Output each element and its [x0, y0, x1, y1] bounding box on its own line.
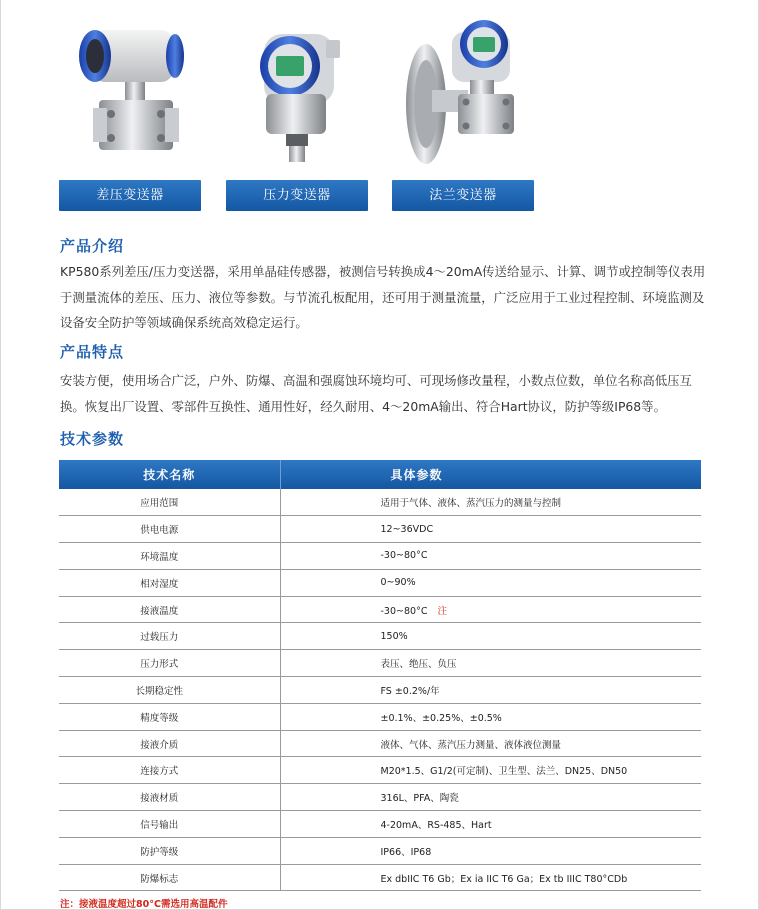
specs-title: 技术参数	[60, 430, 125, 448]
spec-value-text: -30~80°C	[380, 605, 428, 617]
spec-value-text: IP66、IP68	[380, 846, 432, 858]
spec-value-cell	[280, 703, 701, 730]
spec-value-text: 适用于气体、液体、蒸汽压力的测量与控制	[380, 498, 562, 510]
spec-value-cell	[280, 837, 701, 864]
table-row	[59, 837, 701, 864]
spec-value-cell	[280, 784, 701, 811]
spec-name-cell: 接液材质	[59, 784, 280, 811]
spec-table-header	[59, 460, 701, 489]
features-text: 安装方便，使用场合广泛，户外、防爆、高温和强腐蚀环境均可、可现场修改量程，小数点位数，单位名称高低压互换。恢复出厂设置、零部件互换性、通用性好，经久耐用、4～20mA输出、符合Hart协议，防护等级IP68等。	[60, 373, 692, 414]
product-label: 法兰变送器	[392, 180, 534, 211]
table-row	[59, 784, 701, 811]
spec-value-cell	[280, 489, 701, 516]
table-row	[59, 650, 701, 677]
table-row	[59, 864, 701, 891]
spec-value-text: Ex dbIIC T6 Gb；Ex ia IIC T6 Ga；Ex tb IIIC T80°CDb	[380, 873, 628, 885]
temperature-note: 注：接液温度超过80°C需选用高温配件	[60, 899, 228, 910]
spec-value-cell	[280, 650, 701, 677]
pressure-transmitter-image	[226, 10, 368, 170]
spec-value-cell	[280, 811, 701, 838]
spec-name-cell: 信号输出	[59, 811, 280, 838]
spec-name-cell: 环境温度	[59, 543, 280, 570]
product-label: 压力变送器	[226, 180, 368, 211]
column-header-name: 技术名称	[59, 460, 280, 489]
table-row	[59, 623, 701, 650]
spec-value-cell	[280, 543, 701, 570]
spec-value-cell	[280, 596, 701, 623]
spec-name-cell: 应用范围	[59, 489, 280, 516]
table-row	[59, 811, 701, 838]
column-header-value: 具体参数	[280, 460, 701, 489]
differential-transmitter-image	[59, 10, 201, 170]
spec-name-cell: 接液温度	[59, 596, 280, 623]
spec-value-cell	[280, 730, 701, 757]
spec-value-cell	[280, 516, 701, 543]
table-row	[59, 516, 701, 543]
spec-value-text: 12~36VDC	[380, 523, 434, 535]
spec-value-text: 150%	[380, 630, 408, 642]
spec-name-cell: 防爆标志	[59, 864, 280, 891]
spec-value-text: ±0.1%、±0.25%、±0.5%	[380, 712, 502, 724]
spec-value-text: 0~90%	[380, 577, 416, 589]
spec-value-text: M20*1.5、G1/2(可定制)、卫生型、法兰、DN25、DN50	[380, 766, 628, 778]
features-title: 产品特点	[60, 343, 125, 361]
spec-name-cell: 防护等级	[59, 837, 280, 864]
spec-value-cell	[280, 864, 701, 891]
spec-name-cell: 过载压力	[59, 623, 280, 650]
intro-text: KP580系列差压/压力变送器，采用单晶硅传感器，被测信号转换成4～20mA传送给显示、计算、调节或控制等仪表用于测量流体的差压、压力、液位等参数。与节流孔板配用，还可用于测量流量，广泛应用于工业过程控制、环境监测及设备安全防护等领域确保系统高效稳定运行。	[60, 264, 706, 330]
table-row	[59, 543, 701, 570]
product-label: 差压变送器	[59, 180, 201, 211]
spec-name-cell: 连接方式	[59, 757, 280, 784]
spec-value-cell	[280, 569, 701, 596]
spec-value-text: -30~80°C	[380, 550, 428, 562]
spec-value-cell	[280, 623, 701, 650]
spec-name-cell: 相对湿度	[59, 569, 280, 596]
spec-value-text: 316L、PFA、陶瓷	[380, 793, 459, 805]
flange-transmitter-image	[392, 10, 534, 170]
spec-name-cell: 精度等级	[59, 703, 280, 730]
spec-value-text: FS ±0.2%/年	[380, 685, 440, 697]
spec-value-text: 4-20mA、RS-485、Hart	[380, 819, 492, 831]
table-row	[59, 569, 701, 596]
spec-name-cell: 压力形式	[59, 650, 280, 677]
note-marker: 注	[437, 605, 447, 617]
spec-name-cell: 长期稳定性	[59, 677, 280, 704]
table-row	[59, 677, 701, 704]
table-row	[59, 703, 701, 730]
spec-name-cell: 接液介质	[59, 730, 280, 757]
spec-value-cell	[280, 757, 701, 784]
table-row	[59, 596, 701, 623]
spec-value-text: 表压、绝压、负压	[380, 659, 457, 671]
spec-name-cell: 供电电源	[59, 516, 280, 543]
spec-value-text: 液体、气体、蒸汽压力测量、液体液位测量	[380, 739, 562, 751]
table-row	[59, 730, 701, 757]
table-row	[59, 489, 701, 516]
spec-value-cell	[280, 677, 701, 704]
intro-title: 产品介绍	[60, 237, 125, 255]
spec-table	[59, 460, 701, 891]
table-row	[59, 757, 701, 784]
